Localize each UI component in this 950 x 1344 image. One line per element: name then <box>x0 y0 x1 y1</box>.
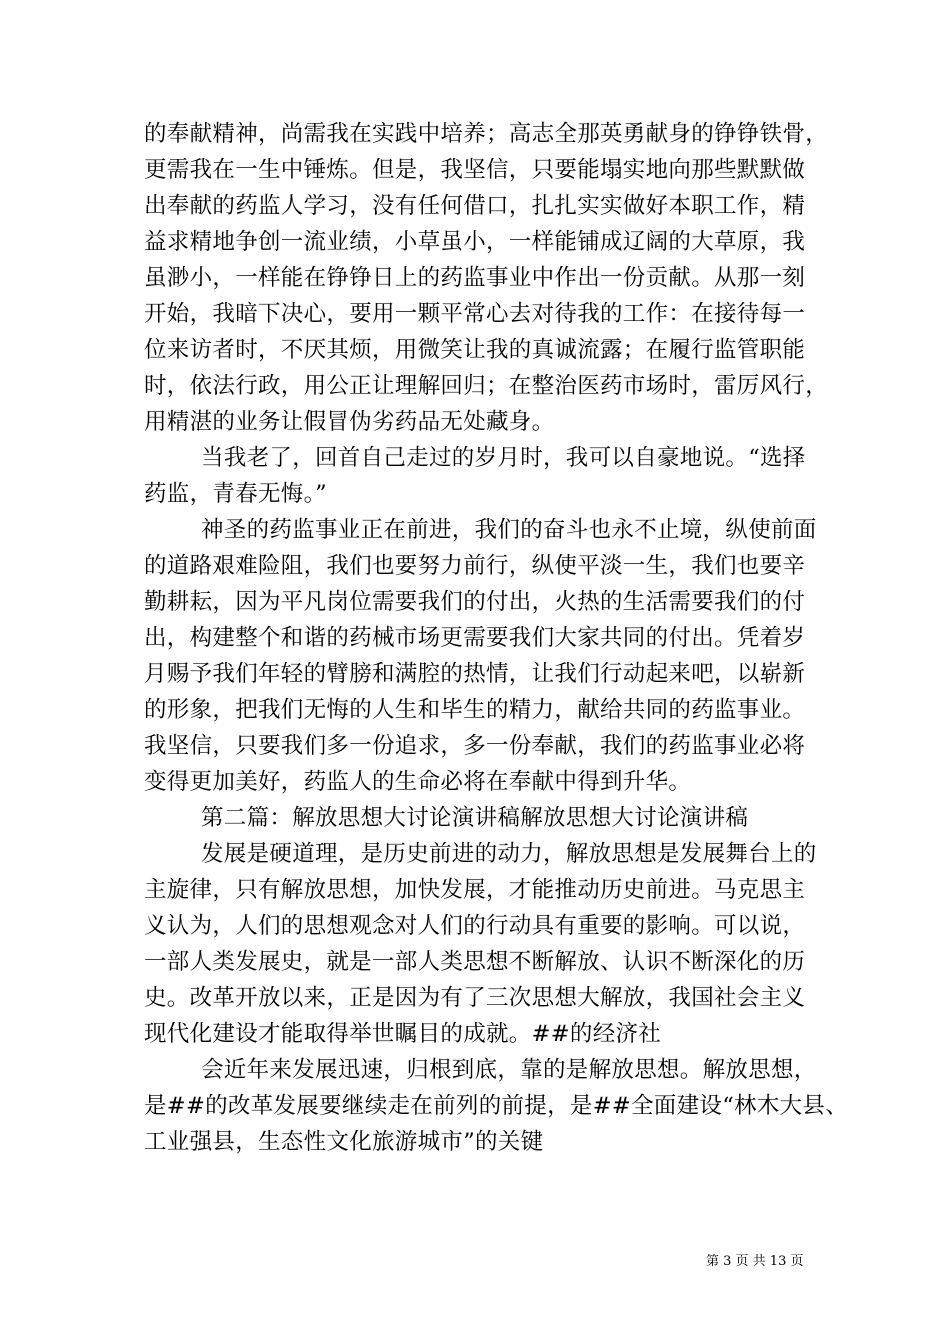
paragraph-first-line: 发展是硬道理，是历史前进的动力，解放思想是发展舞台上的 <box>201 841 817 867</box>
text-line: 用精湛的业务让假冒伪劣药品无处藏身。 <box>144 409 555 435</box>
text-line: 一部人类发展史，就是一部人类思想不断解放、认识不断深化的历 <box>144 949 806 975</box>
text-line: 出奉献的药监人学习，没有任何借口，扎扎实实做好本职工作，精 <box>144 193 806 219</box>
text-line: 出，构建整个和谐的药械市场更需要我们大家共同的付出。凭着岁 <box>144 625 806 651</box>
text-line: 的奉献精神，尚需我在实践中培养；高志全那英勇献身的铮铮铁骨， <box>144 121 829 147</box>
text-line: 时，依法行政，用公正让理解回归；在整治医药市场时，雷厉风行， <box>144 373 829 399</box>
text-line: 勤耕耘，因为平凡岗位需要我们的付出，火热的生活需要我们的付 <box>144 589 806 615</box>
text-line: 我坚信，只要我们多一份追求，多一份奉献，我们的药监事业必将 <box>144 733 806 759</box>
text-line: 史。改革开放以来，正是因为有了三次思想大解放，我国社会主义 <box>144 985 806 1011</box>
paragraph-first-line: 会近年来发展迅速，归根到底，靠的是解放思想。解放思想， <box>201 1057 817 1083</box>
text-line: 的形象，把我们无悔的人生和毕生的精力，献给共同的药监事业。 <box>144 697 806 723</box>
section-heading: 第二篇：解放思想大讨论演讲稿解放思想大讨论演讲稿 <box>201 805 749 831</box>
page-number: 第 3 页 共 13 页 <box>706 1254 804 1269</box>
text-line: 更需我在一生中锤炼。但是，我坚信，只要能塌实地向那些默默做 <box>144 157 806 183</box>
text-line: 义认为，人们的思想观念对人们的行动具有重要的影响。可以说， <box>144 913 806 939</box>
text-line: 工业强县，生态性文化旅游城市”的关键 <box>144 1129 544 1155</box>
paragraph-first-line: 当我老了，回首自己走过的岁月时，我可以自豪地说。“选择 <box>201 445 806 471</box>
paragraph-first-line: 神圣的药监事业正在前进，我们的奋斗也永不止境，纵使前面 <box>201 517 817 543</box>
text-line: 虽渺小，一样能在铮铮日上的药监事业中作出一份贡献。从那一刻 <box>144 265 806 291</box>
text-line: 变得更加美好，药监人的生命必将在奉献中得到升华。 <box>144 769 692 795</box>
text-line: 月赐予我们年轻的臂膀和满腔的热情，让我们行动起来吧，以崭新 <box>144 661 806 687</box>
document-body <box>144 116 849 1160</box>
text-line: 药监，青春无悔。” <box>144 481 327 507</box>
text-line: 是##的改革发展要继续走在前列的前提，是##全面建设“林木大县、 <box>144 1093 849 1119</box>
text-line: 现代化建设才能取得举世瞩目的成就。##的经济社 <box>144 1021 662 1047</box>
text-line: 位来访者时，不厌其烦，用微笑让我的真诚流露；在履行监管职能 <box>144 337 806 363</box>
text-line: 益求精地争创一流业绩，小草虽小，一样能铺成辽阔的大草原，我 <box>144 229 806 255</box>
text-line: 的道路艰难险阻，我们也要努力前行，纵使平淡一生，我们也要辛 <box>144 553 806 579</box>
text-line: 开始，我暗下决心，要用一颗平常心去对待我的工作：在接待每一 <box>144 301 806 327</box>
text-line: 主旋律，只有解放思想，加快发展，才能推动历史前进。马克思主 <box>144 877 806 903</box>
